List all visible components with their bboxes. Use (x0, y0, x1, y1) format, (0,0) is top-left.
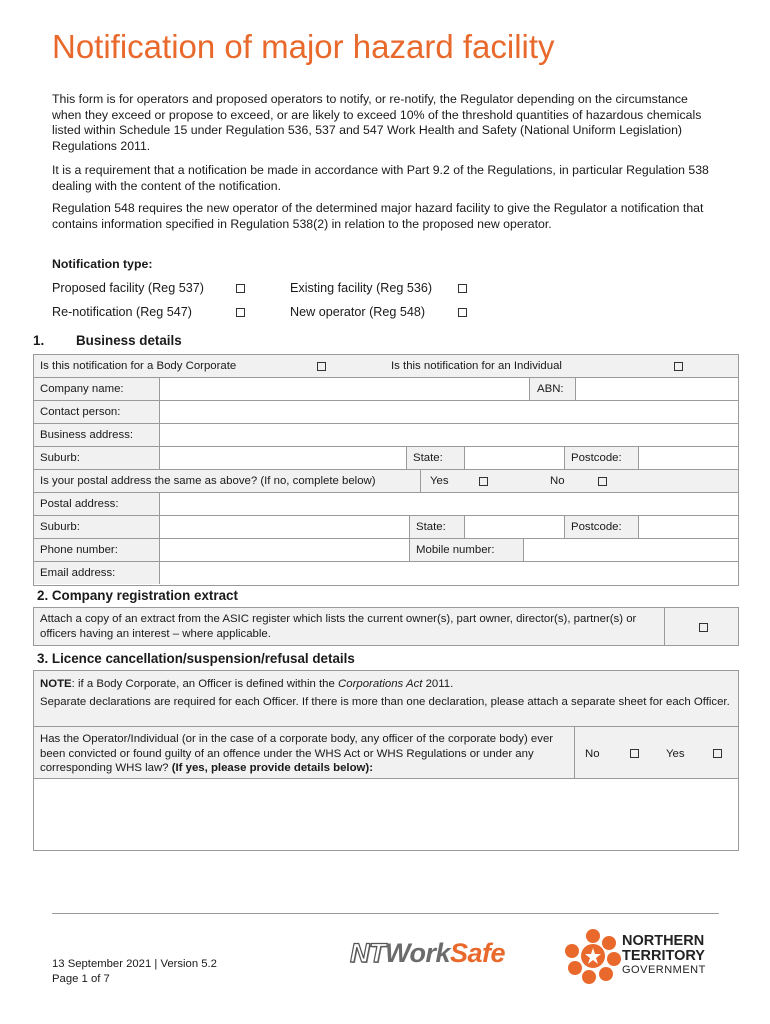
postal-same-no-checkbox[interactable] (598, 477, 607, 486)
postal-same-row (34, 470, 738, 493)
contact-person-label: Contact person: (34, 401, 159, 423)
postal-address-label: Postal address: (34, 493, 159, 515)
company-registration-checkbox[interactable] (699, 623, 708, 632)
nt-government-wordmark (622, 934, 706, 978)
contact-row (34, 401, 738, 424)
conviction-no-checkbox[interactable] (630, 749, 639, 758)
divider (574, 727, 575, 778)
suburb-input-1[interactable] (159, 447, 406, 469)
conviction-question (40, 732, 570, 776)
checkbox-renotify[interactable] (236, 308, 245, 317)
conviction-question-box (33, 726, 739, 779)
intro-paragraph-1: This form is for operators and proposed operators to notify, or re-notify, the Regulator depending on the circumstance when they exceed or propose to exceed, or are likely to exceed 10% of the threshold quantities of hazardous chemicals listed within Schedule 15 under Regulation 536, 537 and 547 Work Health and Safety (National Uniform Legislation) Regulations 2011. (52, 92, 702, 153)
suburb-label-1: Suburb: (34, 447, 159, 469)
abn-label: ABN: (529, 378, 575, 400)
postcode-input-2[interactable] (638, 516, 738, 538)
body-corporate-label: Is this notification for a Body Corporate (40, 360, 237, 372)
section-2-title: 2. Company registration extract (37, 588, 238, 603)
separate-declarations-text: Separate declarations are required for each Officer. If there is more than one declaration, please attach a separate sheet for each Officer. (40, 696, 730, 708)
postcode-input-1[interactable] (638, 447, 738, 469)
notification-type-label: Notification type: (52, 257, 153, 271)
conviction-yes-checkbox[interactable] (713, 749, 722, 758)
ntworksafe-logo (350, 938, 505, 969)
footer-divider (52, 913, 719, 914)
option-new-operator: New operator (Reg 548) (290, 305, 426, 319)
phone-row (34, 539, 738, 562)
postcode-label-1: Postcode: (564, 447, 638, 469)
footer-date: 13 September 2021 | Version 5.2 (52, 958, 217, 970)
mobile-label: Mobile number: (409, 539, 523, 561)
suburb-label-2: Suburb: (34, 516, 159, 538)
email-label: Email address: (34, 562, 159, 584)
checkbox-new-operator[interactable] (458, 308, 467, 317)
suburb-row-1 (34, 447, 738, 470)
individual-checkbox[interactable] (674, 362, 683, 371)
gov-line-1: NORTHERN (622, 933, 705, 949)
postal-same-yes-checkbox[interactable] (479, 477, 488, 486)
postal-same-question: Is your postal address the same as above? (If no, complete below) (40, 475, 376, 487)
divider (420, 470, 421, 492)
company-row (34, 378, 738, 401)
question-text: Has the Operator/Individual (or in the case of a corporate body, any officer of the corporate body) ever been convicted or found guilty of an offence under the WHS Act or WHS Regulations or under any corresponding WHS law? (40, 733, 554, 774)
business-address-label: Business address: (34, 424, 159, 446)
conviction-no-label: No (585, 748, 600, 760)
option-renotify: Re-notification (Reg 547) (52, 305, 193, 319)
checkbox-proposed[interactable] (236, 284, 245, 293)
note-text-a: : if a Body Corporate, an Officer is defined within the (71, 678, 339, 690)
note-label: NOTE (40, 678, 72, 690)
email-input[interactable] (159, 562, 738, 584)
individual-label: Is this notification for an Individual (391, 360, 562, 372)
business-address-input[interactable] (159, 424, 738, 446)
option-existing: Existing facility (Reg 536) (290, 281, 433, 295)
divider (664, 608, 665, 645)
mobile-input[interactable] (523, 539, 738, 561)
footer-page: Page 1 of 7 (52, 972, 110, 985)
note-box (33, 670, 739, 727)
business-address-row (34, 424, 738, 447)
state-input-1[interactable] (464, 447, 564, 469)
intro-paragraph-3: Regulation 548 requires the new operator of the determined major hazard facility to give the Regulator a notification that contains information specified in Regulation 538(2) in relation to the proposed new operator. (52, 201, 704, 231)
state-label-2: State: (409, 516, 464, 538)
postal-address-input[interactable] (159, 493, 738, 515)
nt-government-star-icon (565, 928, 621, 984)
intro-paragraph-2: It is a requirement that a notification be made in accordance with Part 9.2 of the Regulations, in particular Regulation 538 dealing with the content of the notification. (52, 163, 709, 193)
option-proposed: Proposed facility (Reg 537) (52, 281, 204, 295)
logo-work: Work (385, 938, 451, 968)
note-italic: Corporations Act (338, 678, 423, 690)
state-label-1: State: (406, 447, 464, 469)
gov-line-2: TERRITORY (622, 947, 705, 964)
conviction-yes-label: Yes (666, 748, 685, 760)
company-registration-text: Attach a copy of an extract from the ASIC register which lists the current owner(s), part owner, director(s), partner(s) or officers having an interest – where applicable. (40, 613, 637, 640)
company-registration-box (33, 607, 739, 646)
footer-version (52, 957, 217, 986)
note-text (40, 677, 730, 692)
gov-line-3: GOVERNMENT (622, 964, 706, 976)
suburb-input-2[interactable] (159, 516, 409, 538)
checkbox-existing[interactable] (458, 284, 467, 293)
logo-nt: NT (350, 938, 385, 968)
state-input-2[interactable] (464, 516, 564, 538)
question-bold: (If yes, please provide details below): (171, 762, 373, 774)
section-1-title: Business details (76, 333, 182, 348)
note-text-b: 2011. (422, 678, 454, 690)
phone-label: Phone number: (34, 539, 159, 561)
company-name-input[interactable] (159, 378, 529, 400)
postcode-label-2: Postcode: (564, 516, 638, 538)
business-details-table (33, 354, 739, 586)
contact-person-input[interactable] (159, 401, 738, 423)
company-name-label: Company name: (34, 378, 159, 400)
email-row (34, 562, 738, 585)
postal-same-no-label: No (550, 475, 565, 487)
suburb-row-2 (34, 516, 738, 539)
entity-type-row (34, 355, 738, 378)
logo-safe: Safe (450, 938, 506, 968)
conviction-details-input[interactable] (33, 778, 739, 851)
phone-input[interactable] (159, 539, 409, 561)
postal-same-yes-label: Yes (430, 475, 449, 487)
body-corporate-checkbox[interactable] (317, 362, 326, 371)
section-3-title: 3. Licence cancellation/suspension/refusal details (37, 651, 355, 666)
page-title: Notification of major hazard facility (52, 28, 555, 65)
abn-input[interactable] (575, 378, 738, 400)
postal-address-row (34, 493, 738, 516)
section-1-number: 1. (33, 333, 45, 348)
